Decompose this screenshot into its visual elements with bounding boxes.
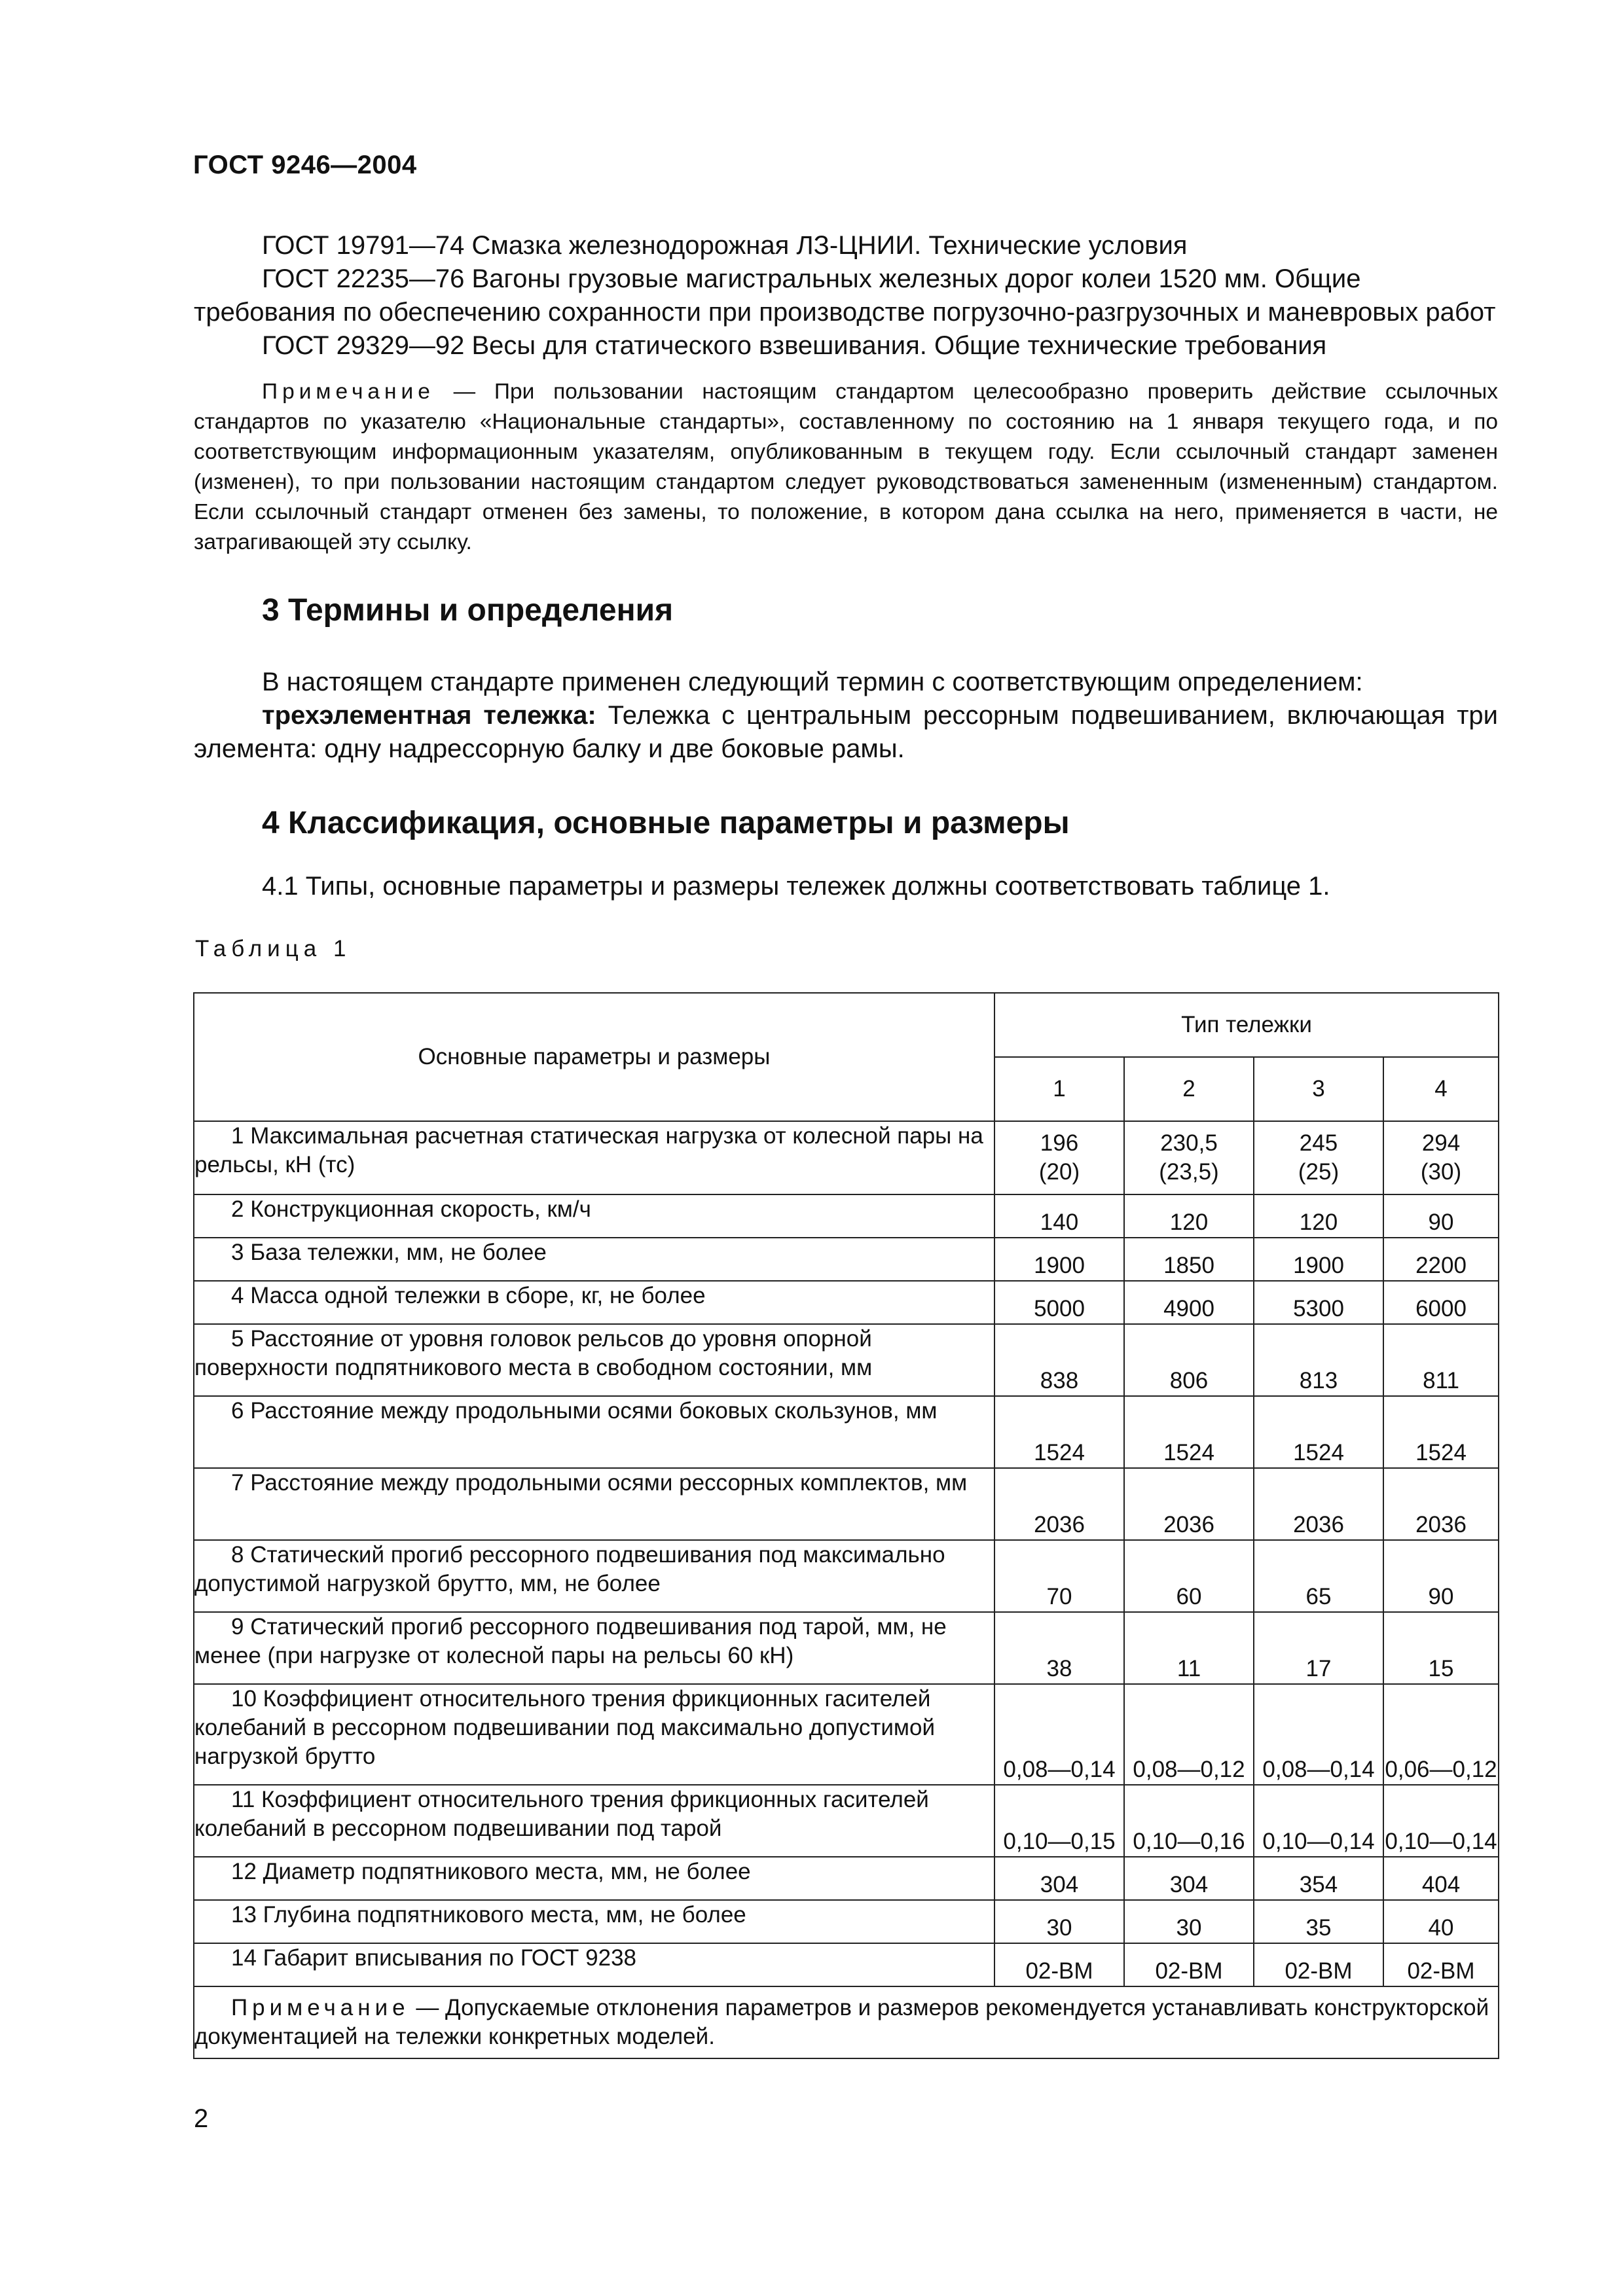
value-cell: 1850 bbox=[1124, 1238, 1254, 1281]
value-cell: 0,08—0,12 bbox=[1124, 1684, 1254, 1785]
value-cell: 2036 bbox=[1383, 1468, 1499, 1540]
value-cell: 813 bbox=[1254, 1324, 1383, 1396]
param-cell: 8 Статический прогиб рессорного подвешивания под максимально допустимой нагрузкой брутто, мм, не более bbox=[194, 1540, 994, 1612]
parameters-table bbox=[193, 992, 1499, 2059]
value-cell: 65 bbox=[1254, 1540, 1383, 1612]
value-cell: 70 bbox=[994, 1540, 1124, 1612]
value-cell: 404 bbox=[1383, 1857, 1499, 1900]
value-cell: 40 bbox=[1383, 1900, 1499, 1943]
table-row bbox=[194, 1612, 1499, 1684]
normative-references bbox=[194, 229, 1498, 363]
param-cell: 7 Расстояние между продольными осями рессорных комплектов, мм bbox=[194, 1468, 994, 1540]
value-cell: 2036 bbox=[1124, 1468, 1254, 1540]
value-cell: 196 (20) bbox=[994, 1121, 1124, 1194]
table-row bbox=[194, 1468, 1499, 1540]
value-cell: 245 (25) bbox=[1254, 1121, 1383, 1194]
section-3-intro: В настоящем стандарте применен следующий термин с соответствующим определением: bbox=[262, 668, 1363, 696]
param-cell: 3 База тележки, мм, не более bbox=[194, 1238, 994, 1281]
value-cell: 120 bbox=[1254, 1194, 1383, 1238]
table-row bbox=[194, 1785, 1499, 1857]
value-cell: 02-ВМ bbox=[1383, 1943, 1499, 1986]
value-cell: 4900 bbox=[1124, 1281, 1254, 1324]
value-cell: 1524 bbox=[1254, 1396, 1383, 1468]
table-note-row bbox=[194, 1986, 1499, 2058]
value-cell: 2036 bbox=[994, 1468, 1124, 1540]
value-cell: 30 bbox=[994, 1900, 1124, 1943]
value-cell: 0,10—0,16 bbox=[1124, 1785, 1254, 1857]
reference-item: ГОСТ 29329—92 Весы для статического взвешивания. Общие технические требования bbox=[262, 331, 1327, 360]
note-label: Примечание bbox=[262, 380, 435, 404]
value-cell: 15 bbox=[1383, 1612, 1499, 1684]
value-cell: 5300 bbox=[1254, 1281, 1383, 1324]
table-row bbox=[194, 1857, 1499, 1900]
value-cell: 0,08—0,14 bbox=[994, 1684, 1124, 1785]
page-number: 2 bbox=[194, 2104, 209, 2133]
value-cell: 120 bbox=[1124, 1194, 1254, 1238]
paragraph-4-1: 4.1 Типы, основные параметры и размеры тележек должны соответствовать таблице 1. bbox=[262, 872, 1330, 901]
table-row bbox=[194, 1324, 1499, 1396]
note-text: — Допускаемые отклонения параметров и размеров рекомендуется устанавливать конструкторской документацией на тележки конкретных моделей. bbox=[194, 1995, 1489, 2049]
section-4-heading: 4 Классификация, основные параметры и размеры bbox=[262, 806, 1070, 840]
type-column-header: Тип тележки bbox=[994, 993, 1499, 1057]
type-column: 1 bbox=[994, 1057, 1124, 1121]
table-row bbox=[194, 1900, 1499, 1943]
param-cell: 12 Диаметр подпятникового места, мм, не более bbox=[194, 1857, 994, 1900]
value-cell: 0,10—0,15 bbox=[994, 1785, 1124, 1857]
table-row bbox=[194, 1281, 1499, 1324]
value-cell: 1524 bbox=[994, 1396, 1124, 1468]
value-cell: 806 bbox=[1124, 1324, 1254, 1396]
value-cell: 90 bbox=[1383, 1194, 1499, 1238]
value-cell: 11 bbox=[1124, 1612, 1254, 1684]
param-cell: 10 Коэффициент относительного трения фрикционных гасителей колебаний в рессорном подвешивании под максимально допустимой нагрузкой брутто bbox=[194, 1684, 994, 1785]
type-column: 2 bbox=[1124, 1057, 1254, 1121]
table-row bbox=[194, 1540, 1499, 1612]
table-note bbox=[194, 1986, 1499, 2058]
param-cell: 5 Расстояние от уровня головок рельсов до уровня опорной поверхности подпятникового места в свободном состоянии, мм bbox=[194, 1324, 994, 1396]
note-label: Примечание bbox=[231, 1995, 410, 2020]
value-cell: 30 bbox=[1124, 1900, 1254, 1943]
value-cell: 38 bbox=[994, 1612, 1124, 1684]
value-cell: 304 bbox=[994, 1857, 1124, 1900]
param-cell: 13 Глубина подпятникового места, мм, не более bbox=[194, 1900, 994, 1943]
param-cell: 6 Расстояние между продольными осями боковых скользунов, мм bbox=[194, 1396, 994, 1468]
value-cell: 2200 bbox=[1383, 1238, 1499, 1281]
definition: Тележка с центральным рессорным подвешиванием, включающая три элемента: одну надрессорную балку и две боковые рамы. bbox=[194, 701, 1499, 763]
value-cell: 230,5 (23,5) bbox=[1124, 1121, 1254, 1194]
document-code: ГОСТ 9246—2004 bbox=[193, 151, 417, 179]
value-cell: 60 bbox=[1124, 1540, 1254, 1612]
value-cell: 354 bbox=[1254, 1857, 1383, 1900]
value-cell: 1524 bbox=[1383, 1396, 1499, 1468]
table-row bbox=[194, 1684, 1499, 1785]
note-text: — При пользовании настоящим стандартом целесообразно проверить действие ссылочных стандартов по указателю «Национальные стандарты», составленному по состоянию на 1 января текущего года, и по соответствующим информационным указателям, опубликованным в текущем году. Если ссылочный стандарт заменен (изменен), то при пользовании настоящим стандартом следует руководствоваться замененным (измененным) стандартом. Если ссылочный стандарт отменен без замены, то положение, в котором дана ссылка на него, применяется в части, не затрагивающей эту ссылку. bbox=[194, 380, 1498, 554]
section-3-heading: 3 Термины и определения bbox=[262, 593, 674, 628]
value-cell: 140 bbox=[994, 1194, 1124, 1238]
references-note bbox=[194, 377, 1498, 558]
value-cell: 838 bbox=[994, 1324, 1124, 1396]
type-column: 4 bbox=[1383, 1057, 1499, 1121]
value-cell: 811 bbox=[1383, 1324, 1499, 1396]
value-cell: 35 bbox=[1254, 1900, 1383, 1943]
param-cell: 2 Конструкционная скорость, км/ч bbox=[194, 1194, 994, 1238]
param-cell: 4 Масса одной тележки в сборе, кг, не более bbox=[194, 1281, 994, 1324]
value-cell: 1900 bbox=[994, 1238, 1124, 1281]
value-cell: 304 bbox=[1124, 1857, 1254, 1900]
param-cell: 1 Максимальная расчетная статическая нагрузка от колесной пары на рельсы, кН (тс) bbox=[194, 1121, 994, 1194]
table-row bbox=[194, 1121, 1499, 1194]
param-cell: 9 Статический прогиб рессорного подвешивания под тарой, мм, не менее (при нагрузке от колесной пары на рельсы 60 кН) bbox=[194, 1612, 994, 1684]
section-3-body bbox=[194, 666, 1498, 766]
value-cell: 2036 bbox=[1254, 1468, 1383, 1540]
value-cell: 0,08—0,14 bbox=[1254, 1684, 1383, 1785]
reference-item: ГОСТ 22235—76 Вагоны грузовые магистральных железных дорог колеи 1520 мм. Общие требования по обеспечению сохранности при производстве погрузочно-разгрузочных и маневровых работ bbox=[194, 264, 1496, 327]
value-cell: 02-ВМ bbox=[1124, 1943, 1254, 1986]
param-cell: 14 Габарит вписывания по ГОСТ 9238 bbox=[194, 1943, 994, 1986]
value-cell: 1900 bbox=[1254, 1238, 1383, 1281]
table-row bbox=[194, 1943, 1499, 1986]
reference-item: ГОСТ 19791—74 Смазка железнодорожная ЛЗ-ЦНИИ. Технические условия bbox=[262, 231, 1188, 260]
value-cell: 0,10—0,14 bbox=[1254, 1785, 1383, 1857]
value-cell: 17 bbox=[1254, 1612, 1383, 1684]
params-column-header: Основные параметры и размеры bbox=[194, 993, 994, 1121]
value-cell: 02-ВМ bbox=[994, 1943, 1124, 1986]
term: трехэлементная тележка: bbox=[262, 701, 596, 730]
table-row bbox=[194, 1238, 1499, 1281]
term-definition bbox=[194, 699, 1498, 766]
value-cell: 0,06—0,12 bbox=[1383, 1684, 1499, 1785]
param-cell: 11 Коэффициент относительного трения фрикционных гасителей колебаний в рессорном подвешивании под тарой bbox=[194, 1785, 994, 1857]
value-cell: 90 bbox=[1383, 1540, 1499, 1612]
value-cell: 1524 bbox=[1124, 1396, 1254, 1468]
value-cell: 6000 bbox=[1383, 1281, 1499, 1324]
value-cell: 5000 bbox=[994, 1281, 1124, 1324]
value-cell: 0,10—0,14 bbox=[1383, 1785, 1499, 1857]
value-cell: 294 (30) bbox=[1383, 1121, 1499, 1194]
table-row bbox=[194, 1194, 1499, 1238]
type-column: 3 bbox=[1254, 1057, 1383, 1121]
value-cell: 02-ВМ bbox=[1254, 1943, 1383, 1986]
table-caption: Таблица 1 bbox=[195, 936, 352, 961]
table-row bbox=[194, 1396, 1499, 1468]
